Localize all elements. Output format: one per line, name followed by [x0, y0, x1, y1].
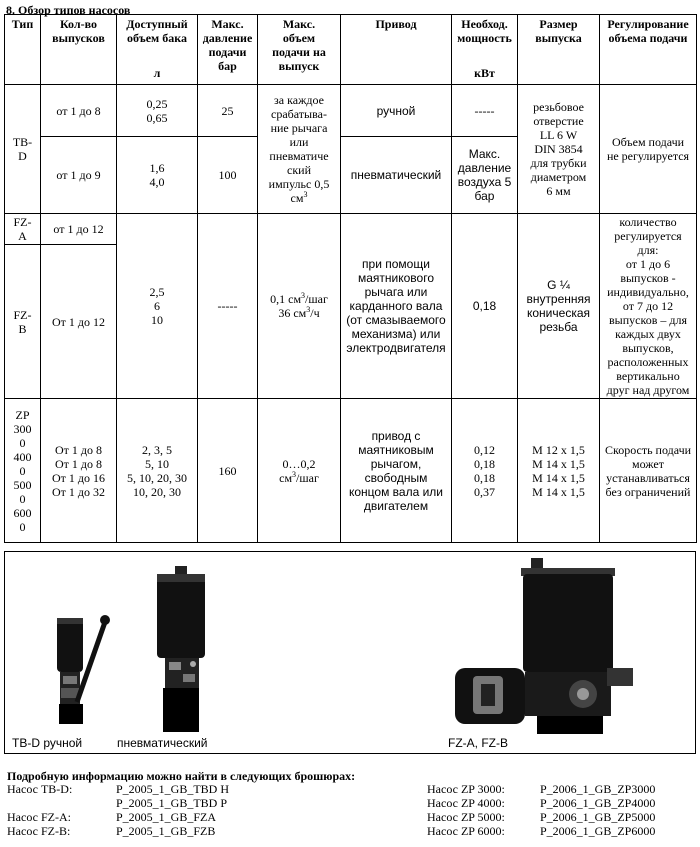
- brochure-code: P_2005_1_GB_FZA: [116, 810, 217, 824]
- cell-power: Макс. давление воздуха 5 бар: [452, 137, 518, 214]
- cell-pressure: 25: [198, 85, 258, 137]
- header-pressure: Макс. давление подачи бар: [198, 15, 258, 85]
- brochure-code: P_2005_1_GB_FZB: [116, 824, 216, 838]
- caption-pneumatic: пневматический: [117, 736, 208, 750]
- section-title: 8. Обзор типов насосов: [6, 3, 131, 17]
- cell-size: M 12 x 1,5 M 14 x 1,5 M 14 x 1,5 M 14 x 1,5: [518, 399, 600, 543]
- header-power: Необход. мощность кВт: [452, 15, 518, 85]
- cell-type-fza: FZ- A: [5, 214, 41, 245]
- brochure-code: P_2006_1_GB_ZP3000: [540, 782, 656, 796]
- tbd-manual-pump-image: [43, 592, 123, 732]
- cell-type-fzb: FZ- B: [5, 245, 41, 399]
- cell-regulation-tbd: Объем подачи не регулируется: [600, 85, 697, 214]
- brochures-left-codes: [116, 782, 229, 838]
- cell-type-tbd: TB- D: [5, 85, 41, 214]
- header-tank-unit: л: [153, 66, 161, 80]
- cell-pressure-fz: -----: [198, 214, 258, 399]
- pneumatic-pump-image: [143, 566, 223, 736]
- cell-pressure: 160: [198, 399, 258, 543]
- brochure-label: Насос FZ-B:: [7, 824, 71, 838]
- cell-outlets: от 1 до 8: [41, 85, 117, 137]
- cell-outlets: от 1 до 9: [41, 137, 117, 214]
- brochure-label: Насос TB-D:: [7, 782, 73, 796]
- table-row-fza: [5, 214, 697, 245]
- brochure-code: P_2005_1_GB_TBD H: [116, 782, 230, 796]
- caption-tbd-manual: TB-D ручной: [12, 736, 83, 750]
- cell-tank-fz: 2,5 6 10: [117, 214, 198, 399]
- brochure-label: [7, 796, 72, 810]
- fz-pump-image: [455, 556, 665, 736]
- brochures-title: Подробную информацию можно найти в следующих брошюрах:: [7, 769, 356, 783]
- cell-power: -----: [452, 85, 518, 137]
- cell-outlets: От 1 до 8 От 1 до 8 От 1 до 16 От 1 до 32: [41, 399, 117, 543]
- brochure-label: Насос ZP 6000:: [427, 824, 505, 838]
- cell-regulation-fz: количество регулируется для: от 1 до 6 выпусков - индивидуально, от 7 до 12 выпусков – для каждых двух выпусков, расположенных вертикально друг над другом: [600, 214, 697, 399]
- cell-type-zp: ZP 300 0 400 0 500 0 600 0: [5, 399, 41, 543]
- header-regulation: Регулирование объема подачи: [600, 15, 697, 85]
- cell-drive: привод с маятниковым рычагом, свободным концом вала или двигателем: [341, 399, 452, 543]
- brochures-right-labels: [427, 782, 505, 838]
- brochure-label: Насос ZP 5000:: [427, 810, 505, 824]
- cell-outlets: От 1 до 12: [41, 245, 117, 399]
- cell-outlets: от 1 до 12: [41, 214, 117, 245]
- pump-photos-panel: [4, 551, 696, 754]
- cell-tank: 0,25 0,65: [117, 85, 198, 137]
- brochures-right-codes: [540, 782, 655, 838]
- brochures-left-labels: [7, 782, 72, 838]
- brochure-code: P_2006_1_GB_ZP6000: [540, 824, 656, 838]
- cell-drive: пневматический: [341, 137, 452, 214]
- cell-volume-zp: 0…0,2 $см^3$/шаг: [258, 399, 341, 543]
- cell-tank: 1,6 4,0: [117, 137, 198, 214]
- pump-types-table: [4, 14, 697, 543]
- header-row: [5, 15, 697, 85]
- header-type: Тип: [5, 15, 41, 85]
- header-size: Размер выпуска: [518, 15, 600, 85]
- cell-pressure: 100: [198, 137, 258, 214]
- brochure-label: Насос ZP 4000:: [427, 796, 505, 810]
- brochure-label: Насос ZP 3000:: [427, 782, 505, 796]
- brochure-code: P_2006_1_GB_ZP4000: [540, 796, 656, 810]
- cell-volume-fz: 0,1 $см^3$/шаг 36 $см^3/ч$: [258, 214, 341, 399]
- header-tank: Доступный объем бака л: [117, 15, 198, 85]
- header-volume: Макс. объем подачи на выпуск: [258, 15, 341, 85]
- cell-power-fz: 0,18: [452, 214, 518, 399]
- cell-drive-fz: при помощи маятникового рычага или карданного вала (от смазываемого механизма) или электродвигателя: [341, 214, 452, 399]
- brochure-label: Насос FZ-A:: [7, 810, 71, 824]
- caption-fz: FZ-A, FZ-B: [448, 736, 508, 750]
- cell-power: 0,12 0,18 0,18 0,37: [452, 399, 518, 543]
- cell-volume-tbd: за каждое срабатыва- ние рычага или пневматиче ский импульс 0,5 $см^3$: [258, 85, 341, 214]
- header-drive: Привод: [341, 15, 452, 85]
- cell-regulation: Скорость подачи может устанавливаться без ограничений: [600, 399, 697, 543]
- brochure-code: P_2005_1_GB_TBD P: [116, 796, 228, 810]
- cell-size-tbd: резьбовое отверстие LL 6 W DIN 3854 для трубки диаметром 6 мм: [518, 85, 600, 214]
- brochure-code: P_2006_1_GB_ZP5000: [540, 810, 656, 824]
- table-row-zp: [5, 399, 697, 543]
- header-outlets: Кол-во выпусков: [41, 15, 117, 85]
- cell-tank: 2, 3, 5 5, 10 5, 10, 20, 30 10, 20, 30: [117, 399, 198, 543]
- cell-drive: ручной: [341, 85, 452, 137]
- table-row-tbd-manual: [5, 85, 697, 137]
- cell-size-fz: G ¼ внутренняя коническая резьба: [518, 214, 600, 399]
- header-power-unit: кВт: [474, 66, 495, 80]
